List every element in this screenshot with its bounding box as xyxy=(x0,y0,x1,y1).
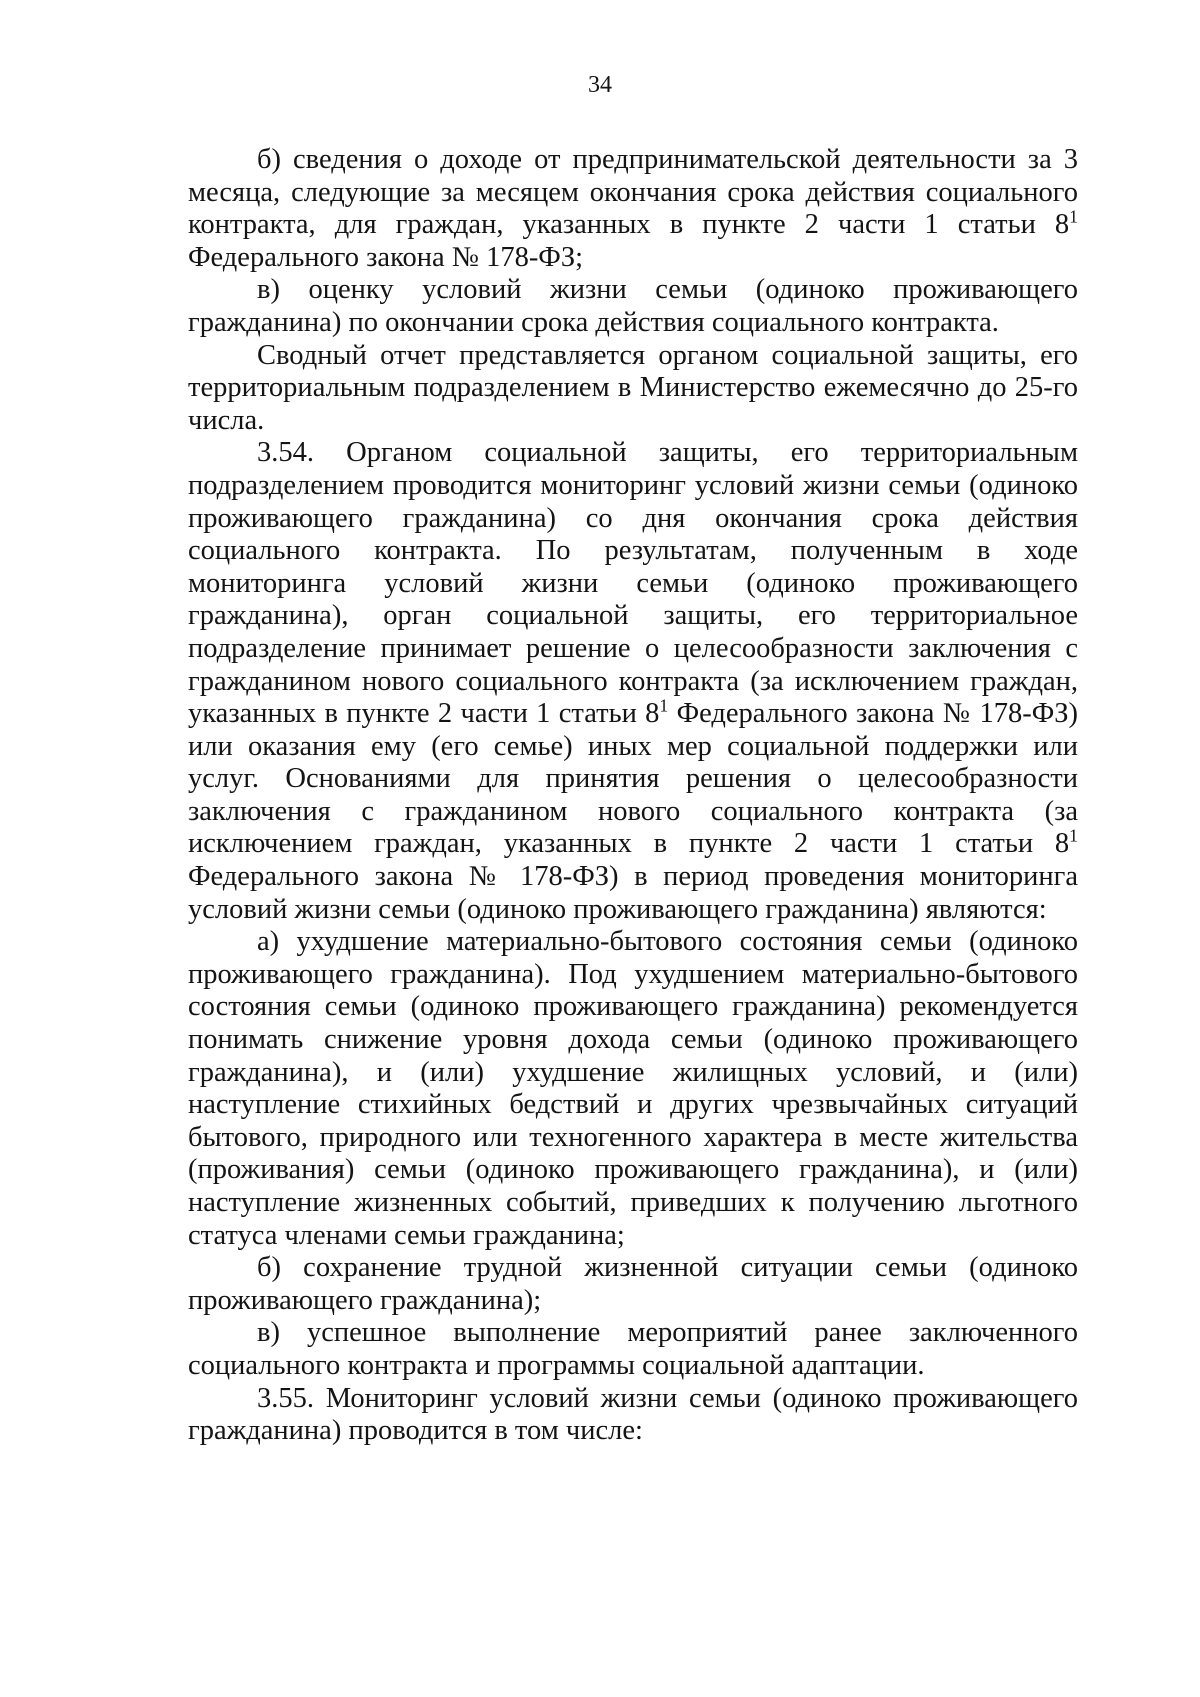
page-number: 34 xyxy=(588,72,612,98)
paragraph-text: 3.55. Мониторинг условий жизни семьи (одиноко проживающего гражданина) проводится в том числе: xyxy=(188,1382,1078,1447)
paragraph-successful-completion xyxy=(188,1317,1078,1382)
paragraph-text: б) сведения о доходе от предпринимательской деятельности за 3 месяца, следующие за месяцем окончания срока действия социального контракта, для граждан, указанных в пункте 2 части 1 статьи 8 xyxy=(188,144,1078,241)
paragraph-income-info xyxy=(188,144,1078,274)
paragraph-text: Сводный отчет представляется органом социальной защиты, его территориальным подразделением в Министерство ежемесячно до 25-го числа. xyxy=(188,339,1078,436)
superscript-index: 1 xyxy=(1069,206,1078,227)
paragraph-text: в) успешное выполнение мероприятий ранее заключенного социального контракта и программы социальной адаптации. xyxy=(188,1317,1078,1381)
superscript-index: 1 xyxy=(1069,825,1078,846)
paragraph-text: 3.54. Органом социальной защиты, его территориальным подразделением проводится мониторинг условий жизни семьи (одиноко проживающего гражданина) со дня окончания срока действия социального контракта. По результатам, полученным в ходе мониторинга условий жизни семьи (одиноко проживающего гражданина), орган социальной защиты, его территориальное подразделение принимает решение о целесообразности заключения с гражданином нового социального контракта (за исключением граждан, указанных в пункте 2 части 1 статьи 8 xyxy=(188,437,1078,730)
paragraph-text: а) ухудшение материально-бытового состояния семьи (одиноко проживающего гражданина). Под ухудшением материально-бытового состояния семьи (одиноко проживающего гражданина) рекомендуется понимать снижение уровня дохода семьи (одиноко проживающего гражданина), и (или) ухудшение жилищных условий, и (или) наступление стихийных бедствий и других чрезвычайных ситуаций бытового, природного или техногенного характера в месте жительства (проживания) семьи (одиноко проживающего гражданина), и (или) наступление жизненных событий, приведших к получению льготного статуса членами семьи гражданина; xyxy=(188,926,1078,1251)
paragraph-text: в) оценку условий жизни семьи (одиноко проживающего гражданина) по окончании срока действия социального контракта. xyxy=(188,274,1078,338)
paragraph-text: Федерального закона № 178-ФЗ) в период проведения мониторинга условий жизни семьи (одиноко проживающего гражданина) являются: xyxy=(188,861,1078,925)
paragraph-clause-3-54 xyxy=(188,437,1078,926)
paragraph-persistence xyxy=(188,1252,1078,1317)
superscript-index: 1 xyxy=(659,695,669,716)
paragraph-text: б) сохранение трудной жизненной ситуации семьи (одиноко проживающего гражданина); xyxy=(188,1252,1078,1316)
paragraph-text: Федерального закона № 178-ФЗ) или оказания ему (его семье) иных мер социальной поддержки или услуг. Основаниями для принятия решения о целесообразности заключения с гражданином нового социального контракта (за исключением граждан, указанных в пункте 2 части 1 статьи 8 xyxy=(188,698,1078,860)
paragraph-clause-3-55 xyxy=(188,1383,1078,1448)
paragraph-deterioration xyxy=(188,926,1078,1252)
paragraph-text: Федерального закона № 178-ФЗ; xyxy=(188,241,584,273)
document-body xyxy=(188,144,1078,1448)
paragraph-summary-report xyxy=(188,340,1078,438)
paragraph-living-conditions-assessment xyxy=(188,274,1078,339)
